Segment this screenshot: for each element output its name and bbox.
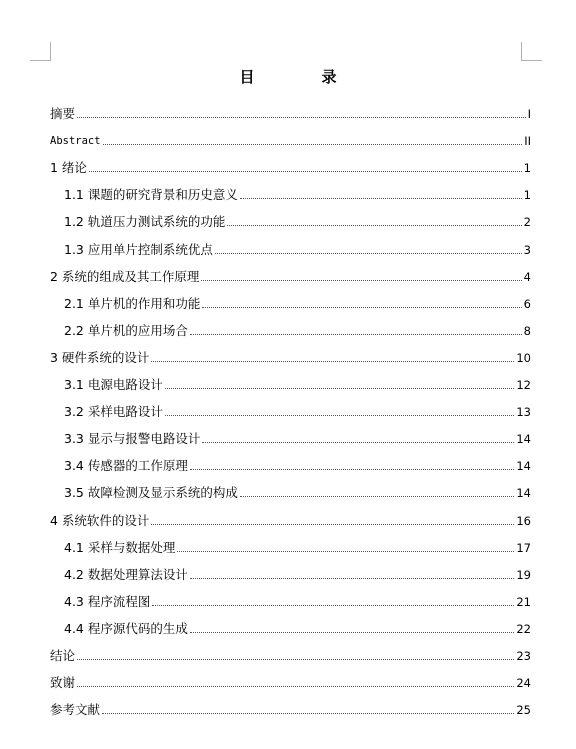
toc-entry-label: 2 系统的组成及其工作原理 — [50, 268, 200, 284]
toc-entry-page: 2 — [523, 215, 531, 230]
toc-entry-page: 14 — [516, 432, 531, 447]
toc-dot-leader — [201, 280, 521, 281]
toc-dot-leader — [102, 713, 514, 714]
toc-entry-section-2-2[interactable] — [64, 322, 531, 340]
toc-dot-leader — [103, 144, 523, 145]
toc-entry-page: 23 — [516, 649, 531, 663]
toc-entry-chapter-2[interactable] — [50, 268, 531, 286]
toc-entry-label: 1.1 课题的研究背景和历史意义 — [64, 187, 238, 203]
toc-entry-section-3-2[interactable] — [64, 403, 531, 421]
toc-entry-page: 3 — [523, 242, 531, 257]
toc-entry-section-4-1[interactable] — [64, 539, 531, 557]
toc-entry-page: 21 — [516, 594, 531, 609]
toc-entry-label: 3.3 显示与报警电路设计 — [64, 431, 201, 447]
toc-entry-page: 13 — [516, 405, 531, 420]
toc-dot-leader — [177, 551, 514, 552]
toc-entry-label: 4.4 程序源代码的生成 — [64, 620, 188, 636]
toc-entry-page: 24 — [516, 676, 531, 691]
toc-entry-conclusion[interactable] — [50, 647, 531, 665]
toc-entry-page: 16 — [516, 513, 531, 528]
toc-dot-leader — [77, 117, 526, 118]
toc-title: 目 录 — [239, 68, 363, 86]
toc-entry-label: 3.5 故障检测及显示系统的构成 — [64, 485, 238, 501]
toc-entry-page: 1 — [523, 188, 531, 203]
toc-entry-label: 1 绪论 — [50, 160, 87, 176]
toc-dot-leader — [202, 307, 521, 308]
toc-entry-section-2-1[interactable] — [64, 295, 531, 313]
toc-entry-section-3-1[interactable] — [64, 376, 531, 394]
toc-dot-leader — [190, 334, 522, 335]
toc-entry-label: 1.3 应用单片控制系统优点 — [64, 241, 213, 257]
toc-dot-leader — [151, 361, 514, 362]
toc-entry-section-3-5[interactable] — [64, 484, 531, 502]
toc-entry-label: 2.1 单片机的作用和功能 — [64, 295, 201, 311]
toc-entry-acknowledgements[interactable] — [50, 674, 531, 692]
toc-entry-page: II — [524, 134, 531, 149]
toc-entry-page: 22 — [516, 621, 531, 636]
toc-entry-page: 12 — [516, 378, 531, 392]
toc-entry-page: 1 — [523, 161, 531, 176]
toc-entry-section-3-3[interactable] — [64, 430, 531, 448]
toc-entry-label: Abstract — [50, 135, 101, 148]
toc-entry-label: 4 系统软件的设计 — [50, 512, 150, 528]
toc-entry-section-3-4[interactable] — [64, 457, 531, 475]
toc-entry-page: 14 — [516, 459, 531, 474]
toc-dot-leader — [227, 225, 521, 226]
toc-entry-page: 6 — [523, 296, 531, 311]
toc-entry-chapter-4[interactable] — [50, 512, 531, 530]
toc-entry-section-4-3[interactable] — [64, 593, 531, 611]
toc-entry-page: 14 — [516, 486, 531, 501]
toc-entry-section-4-2[interactable] — [64, 566, 531, 584]
toc-entry-page: 10 — [516, 350, 531, 365]
toc-entry-label: 致谢 — [50, 675, 76, 691]
toc-entry-section-1-3[interactable] — [64, 241, 531, 259]
toc-entry-label: 3.4 传感器的工作原理 — [64, 458, 188, 474]
toc-entry-page: I — [527, 107, 531, 121]
toc-entry-label: 3 硬件系统的设计 — [50, 349, 150, 365]
toc-entry-chapter-1[interactable] — [50, 159, 531, 177]
toc-entry-label: 参考文献 — [50, 702, 101, 718]
toc-dot-leader — [151, 524, 514, 525]
toc-entry-page: 8 — [523, 323, 531, 338]
toc-entry-page: 25 — [516, 703, 531, 718]
toc-entry-chapter-3[interactable] — [50, 349, 531, 367]
toc-dot-leader — [165, 415, 515, 416]
toc-entry-label: 2.2 单片机的应用场合 — [64, 322, 188, 338]
toc-entry-page: 17 — [516, 540, 531, 555]
toc-entry-label: 3.1 电源电路设计 — [64, 377, 163, 392]
toc-entry-section-1-2[interactable] — [64, 213, 531, 231]
toc-dot-leader — [240, 496, 515, 497]
toc-dot-leader — [89, 171, 522, 172]
toc-entry-label: 4.1 采样与数据处理 — [64, 539, 176, 555]
toc-entry-label: 1.2 轨道压力测试系统的功能 — [64, 214, 226, 230]
toc-entry-label: 3.2 采样电路设计 — [64, 404, 163, 420]
toc-entry-label: 摘要 — [50, 106, 76, 121]
toc-dot-leader — [190, 469, 515, 470]
toc-entry-label: 结论 — [50, 648, 76, 663]
toc-dot-leader — [202, 442, 514, 443]
toc-entry-page: 19 — [516, 567, 531, 582]
toc-entry-section-1-1[interactable] — [64, 186, 531, 204]
toc-entry-references[interactable] — [50, 701, 531, 719]
toc-dot-leader — [77, 659, 514, 660]
toc-entry-abstract-cn[interactable] — [50, 105, 531, 123]
toc-dot-leader — [190, 632, 515, 633]
toc-dot-leader — [77, 686, 514, 687]
toc-dot-leader — [240, 198, 522, 199]
toc-dot-leader — [215, 253, 522, 254]
toc-entry-label: 4.2 数据处理算法设计 — [64, 566, 188, 582]
toc-dot-leader — [190, 578, 515, 579]
toc-entry-label: 4.3 程序流程图 — [64, 593, 151, 609]
toc-entry-abstract-en[interactable] — [50, 132, 531, 150]
toc-dot-leader — [152, 605, 514, 606]
toc-dot-leader — [165, 388, 515, 389]
toc-entry-section-4-4[interactable] — [64, 620, 531, 638]
toc-entry-page: 4 — [523, 269, 531, 284]
